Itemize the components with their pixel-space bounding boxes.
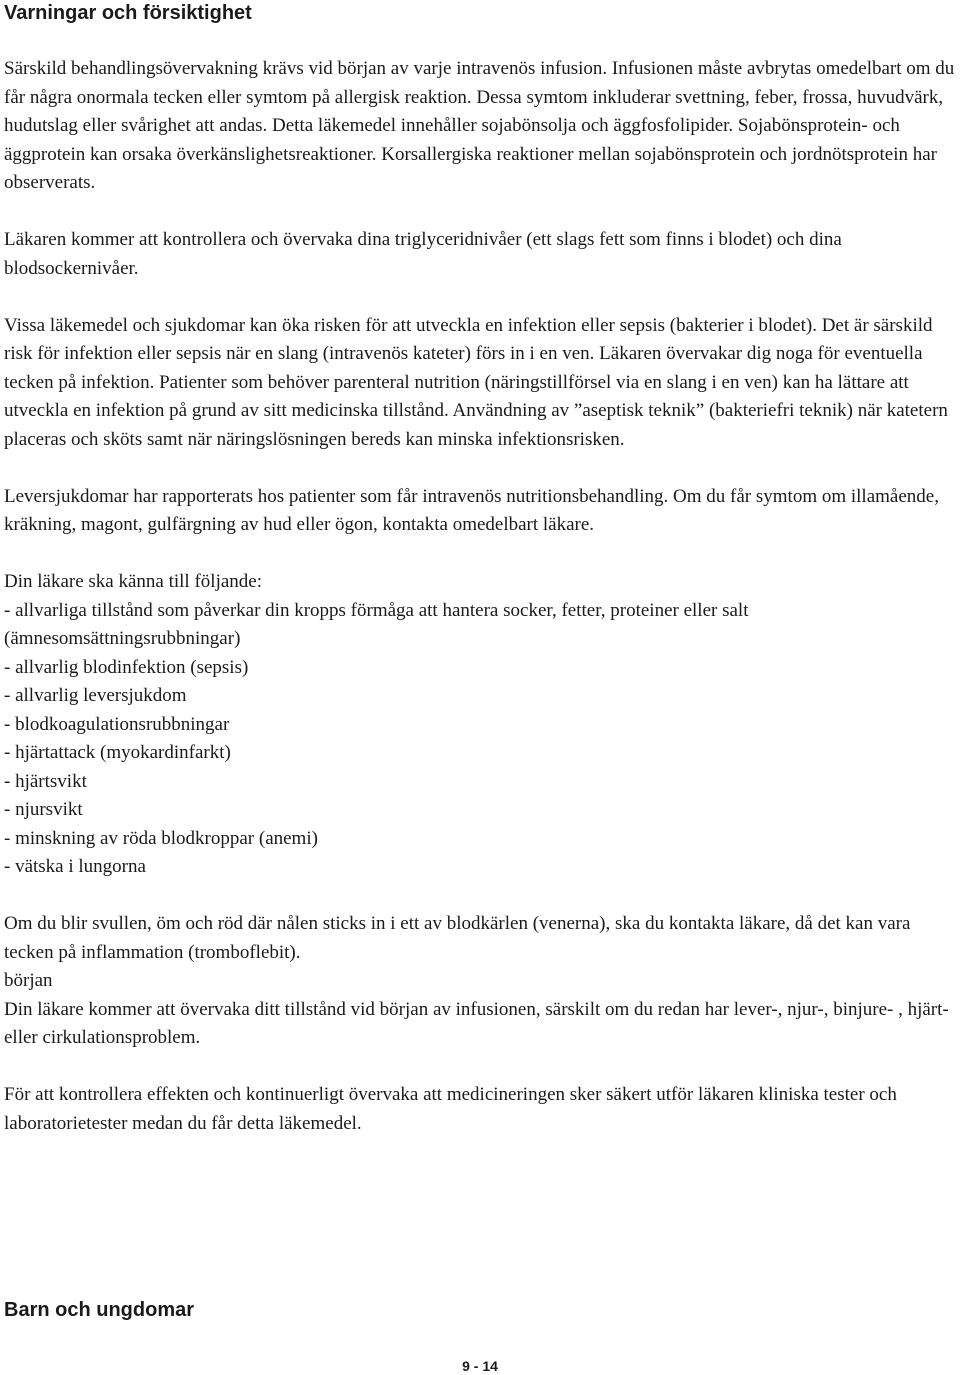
paragraph-infection-risk: Vissa läkemedel och sjukdomar kan öka risken för att utveckla en infektion eller sepsis (bakterier i blodet). Det är särskild risk för infektion eller sepsis när en slang (intravenös kateter) förs in i en ven. Läkaren övervakar dig noga för eventuella tecken på infektion. Patienter som behöver parenteral nutrition (näringstillförsel via en slang i en ven) kan ha lättare att utveckla en infektion på grund av sitt medicinska tillstånd. Användning av ”aseptisk teknik” (bakteriefri teknik) när katetern placeras och sköts samt när näringslösningen bereds kan minska infektionsrisken. [4, 314, 948, 450]
section-heading-children: Barn och ungdomar [4, 1299, 195, 1321]
paragraph-liver-disease: Leversjukdomar har rapporterats hos patienter som får intravenös nutritionsbehandling. Om du får symtom om illamående, kräkning, magont, gulfärgning av hud eller ögon, kontakta omedelbart läkare. [4, 485, 939, 535]
paragraph-infusion-monitoring: Särskild behandlingsövervakning krävs vid början av varje intravenös infusion. Infusionen måste avbrytas omedelbart om du får några onormala tecken eller symtom på allergisk reaktion. Dessa symtom inkluderar svettning, feber, frossa, huvudvärk, hudutslag eller svårighet att andas. Detta läkemedel innehåller sojabönsolja och äggfosfolipider. Sojabönsprotein- och äggprotein kan orsaka överkänslighetsreaktioner. Korsallergiska reaktioner mellan sojabönsprotein och jordnötsprotein har observerats. [4, 58, 955, 193]
list-item: - minskning av röda blodkroppar (anemi) [4, 827, 318, 849]
paragraph-clinical-tests: För att kontrollera effekten och kontinuerligt övervaka att medicineringen sker säkert utför läkaren kliniska tester och laboratorietester medan du får detta läkemedel. [4, 1084, 897, 1134]
list-item: - allvarliga tillstånd som påverkar din kropps förmåga att hantera socker, fetter, proteiner eller salt (ämnesomsättningsrubbningar) [4, 599, 749, 649]
paragraph-infusion-start: Din läkare kommer att övervaka ditt tillstånd vid början av infusionen, särskilt om du redan har lever-, njur-, binjure- , hjärt- eller cirkulationsproblem. [4, 998, 949, 1048]
paragraph-thrombophlebitis: Om du blir svullen, öm och röd där nålen sticks in i ett av blodkärlen (venerna), ska du kontakta läkare, då det kan vara tecken på inflammation (tromboflebit). [4, 913, 911, 963]
section-heading-warnings: Varningar och försiktighet [4, 2, 252, 24]
list-item: - blodkoagulationsrubbningar [4, 713, 230, 735]
list-item: - hjärtattack (myokardinfarkt) [4, 742, 231, 763]
paragraph-fragment: början [4, 970, 53, 991]
list-item: - njursvikt [4, 799, 83, 820]
paragraph-triglyceride-monitoring: Läkaren kommer att kontrollera och övervaka dina triglyceridnivåer (ett slags fett som finns i blodet) och dina blodsockernivåer. [4, 229, 842, 279]
list-item: - allvarlig leversjukdom [4, 685, 187, 706]
list-intro: Din läkare ska känna till följande: [4, 571, 262, 592]
page-number: 9 - 14 [462, 1358, 498, 1374]
list-item: - vätska i lungorna [4, 856, 146, 877]
document-body [4, 55, 956, 1167]
list-item: - allvarlig blodinfektion (sepsis) [4, 656, 249, 678]
condition-list [4, 597, 956, 882]
list-item: - hjärtsvikt [4, 770, 87, 792]
